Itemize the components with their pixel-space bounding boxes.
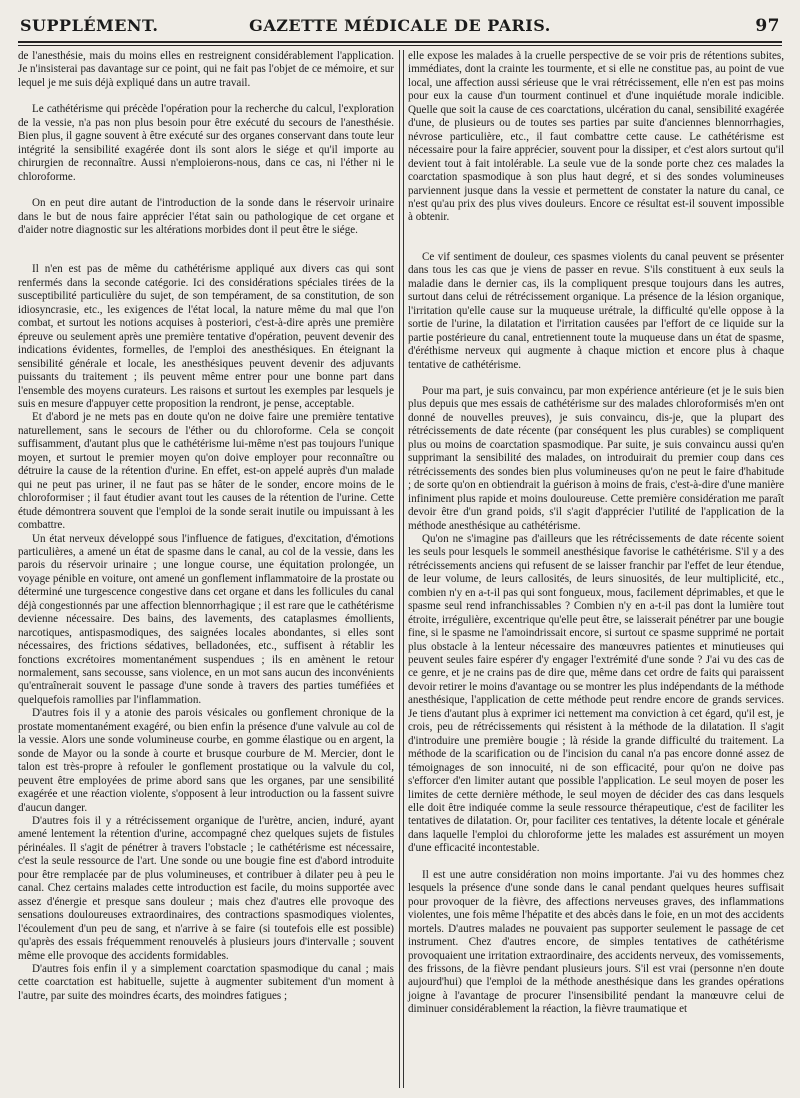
paragraph: Un état nerveux développé sous l'influence de fatigues, d'excitation, d'émotions particulières, a amené un état de spasme dans le canal, au col de la vessie, dans les parois du réservoir urinaire ; une longue course, une équitation prolongée, un voyage pénible en voiture, ont amené un gonflement inflammatoire de la prostate ou déterminé une turgescence congestive dans cet organe et dans les follicules du canal déjà congestionnés par une affection blennorrhagique ; il est rare que le cathétérisme devienne nécessaire. Des bains, des lavements, des cataplasmes émollients, narcotiques, antispasmodiques, des saignées locales abondantes, si elles sont nécessaires, des frictions sédatives, belladonées, etc., suffisent à rétablir les fonctions excrétoires momentanément suspendues ; ils en amènent le retour normalement, sans secousse, sans violence, en un mot sans aucun des inconvénients qu'entraînerait souvent le passage d'une sonde à travers des parties tuméfiées et quelquefois ramollies par l'inflammation. bbox=[18, 532, 394, 706]
paragraph: D'autres fois il y a atonie des parois vésicales ou gonflement chronique de la prostate momentanément exagéré, ou bien enfin la présence d'une valvule au col de la vessie. Alors une sonde volumineuse courbe, en gomme élastique ou en argent, la sonde de Mayor ou la sonde à courte et brusque courbure de M. Mercier, dont le talon est très-propre à refouler le gonflement prostatique ou la valvule du col, peuvent être employées de prime abord sans que les organes, par une sensibilité exagérée et une réaction violente, s'opposent à leur introduction ou la fassent suivre d'aucun danger. bbox=[18, 707, 394, 814]
section-label: SUPPLÉMENT. bbox=[20, 16, 159, 35]
right-column bbox=[408, 50, 784, 1017]
paragraph: D'autres fois enfin il y a simplement coarctation spasmodique du canal ; mais cette coarctation est habituelle, sujette à augmenter subitement d'un moment à l'autre, par suite des moindres écarts, des moindres fatigues ; bbox=[18, 963, 394, 1002]
paragraph: Il est une autre considération non moins importante. J'ai vu des hommes chez lesquels la présence d'une sonde dans le canal pendant quelques heures suffisait pour provoquer de la fièvre, des affections nerveuses graves, des inflammations violentes, une fois même l'hépatite et des abcès dans le foie, en un mot des accidents mortels. D'autres malades ne pouvaient pas supporter seulement le passage de cet instrument. Chez d'autres encore, de simples tentatives de cathétérisme provoquaient une irritation extraordinaire, des accidents nerveux, des vomissements, des frissons, de la fièvre pendant plusieurs jours. S'il est vrai (personne n'en doute aujourd'hui) que l'emploi de la méthode anesthésique dans les grandes opérations joigne à l'avantage de procurer l'insensibilité pendant la manœuvre celui de diminuer considérablement la réaction, la fièvre traumatique et bbox=[408, 868, 784, 1016]
paragraph: Qu'on ne s'imagine pas d'ailleurs que les rétrécissements de date récente soient les seuls pour lesquels le sommeil anesthésique favorise le cathétérisme. S'il y a des rétrécissements anciens qui refusent de se laisser franchir par l'effet de leur étendue, de leur volume, de leurs callosités, de leurs sinuosités, de leur multiplicité, etc., combien n'y en a-t-il pas qui sont fongueux, mous, facilement déprimables, et que le spasme seul rend infranchissables ? Combien n'y en a-t-il pas dont la lumière tout étroite, irrégulière, excentrique qu'elle peut être, se laisserait pénétrer par une bougie fine, si le spasme ne l'amoindrissait encore, si surtout ce spasme supprimé ne portait plus obstacle à la lenteur nécessaire des manœuvres patientes et minutieuses qui peuvent seules faire espérer d'y engager l'extrémité d'une sonde ? J'ai vu des cas de ce genre, et je ne crains pas de dire que, même dans cet ordre de faits qui paraissent devoir retirer le moins d'avantage ou se montrer les plus indépendants de la méthode anesthésique, l'application de cette méthode peut rendre encore de grands services. Je tiens d'autant plus à exprimer ici nettement ma conviction à cet égard, qu'il est, je crois, peu de rétrécissements qui résistent à la méthode de la dilatation. Il s'agit d'introduire une première bougie ; là réside la grande difficulté du traitement. La méthode de la scarification ou de l'incision du canal n'a pas encore donné assez de témoignages de son innocuité, ni de son efficacité, pour qu'on ne doive pas s'efforcer d'en limiter autant que possible l'application. Le seul moyen de poser les limites de cette dernière méthode, le seul moyen de décider des cas dans lesquels elle doit être indiquée comme la seule ressource thérapeutique, c'est de faciliter les tentatives de dilatation. Or, pour faciliter ces tentatives, la détente locale et générale dans laquelle l'emploi du chloroforme jette les malades est assurément un moyen d'une efficacité incontestable. bbox=[408, 532, 784, 855]
paragraph: elle expose les malades à la cruelle perspective de se voir pris de rétentions subites, immédiates, dont la crainte les tourmente, et si elle ne constitue pas, au point de vue local, une affection aussi sérieuse que le vrai rétrécissement, elle n'en est pas moins pour eux la cause d'un tourment continuel et d'une inquiétude morale indicible. Quelle que soit la cause de ces coarctations, ulcération du canal, sensibilité exagérée d'une, de plusieurs ou de toutes ses parties par suite d'anciennes blennorrhagies, névrose particulière, etc., il faut combattre cette cause. Le cathétérisme est nécessaire pour la faire apprécier, souvent pour la dissiper, et c'est alors surtout qu'il devient tout à fait intolérable. La seule vue de la sonde porte chez ces malades la coarctation spasmodique à son plus haut degré, et si des sondes volumineuses parviennent jusque dans la vessie et permettent de constater la nature du canal, ce n'est qu'au prix des plus vives douleurs. Encore ce résultat est-il souvent impossible à obtenir. bbox=[408, 50, 784, 224]
paragraph: Ce vif sentiment de douleur, ces spasmes violents du canal peuvent se présenter dans tous les cas que je viens de passer en revue. S'ils constituent à eux seuls la maladie dans le dernier cas, ils la compliquent presque toujours dans les autres, surtout dans celui de rétrécissement organique. La présence de la lésion organique, l'irritation qu'elle cause sur la muqueuse urétrale, la difficulté qu'elle oppose à la sortie de l'urine, la dilatation et l'irritation causées par l'effort de ce liquide sur la partie postérieure du canal, entretiennent toute la muqueuse dans un état de spasme, d'éréthisme nerveux qui augmente à chaque miction et encore plus à chaque tentative de cathétérisme. bbox=[408, 250, 784, 371]
paragraph: D'autres fois il y a rétrécissement organique de l'urètre, ancien, induré, ayant amené lentement la rétention d'urine, accompagné chez quelques sujets de fistules périnéales. Il s'agit de pénétrer à travers l'obstacle ; le cathétérisme est nécessaire, c'est la seule ressource de l'art. Une sonde ou une bougie fine est d'abord introduite pour être remplacée par de plus volumineuses, et contribuer à dilater peu à peu le canal. Chez certains malades cette introduction est facile, du moins supportée avec assez d'énergie et presque sans douleur ; mais chez d'autres elle provoque des sensations douloureuses extraordinaires, des contractions spasmodiques violentes, l'écoulement d'un peu de sang, et n'arrive à se faire (si toutefois elle est possible) qu'après des essais fréquemment renouvelés à plusieurs jours d'intervalle ; souvent même elle provoque des accidents formidables. bbox=[18, 815, 394, 962]
column-divider bbox=[399, 50, 404, 1088]
page-header bbox=[18, 14, 782, 42]
paragraph: Le cathétérisme qui précède l'opération pour la recherche du calcul, l'exploration de la vessie, n'a pas non plus besoin pour être exécuté du secours de l'anesthésie. Bien plus, il gagne souvent à être exécuté sur des organes conservant dans toute leur intégrité la sensibilité exagérée dont ils sont alors le siége et qu'il importe au chirurgien de reconnaître. Aussi n'emploierons-nous, dans ce cas, ni l'éther ni le chloroforme. bbox=[18, 103, 394, 183]
paragraph: Et d'abord je ne mets pas en doute qu'on ne doive faire une première tentative naturellement, sans le secours de l'éther ou du chloroforme. Cela se conçoit suffisamment, d'autant plus que le cathétérisme lui-même n'est pas toujours l'unique moyen, et surtout le premier moyen qu'on doive employer pour reconnaître ou détruire la cause de la rétention d'urine. En effet, est-on appelé auprès d'un malade qui ne peut pas uriner, il ne faut pas se hâter de le sonder, encore moins de le chloroformiser ; il faut étudier avant tout les causes de la rétention de l'urine. Cette étude démontrera souvent que l'emploi de la sonde serait inutile ou impuissant à les combattre. bbox=[18, 411, 394, 532]
header-rule bbox=[18, 41, 782, 46]
paragraph: On en peut dire autant de l'introduction de la sonde dans le réservoir urinaire dans le but de nous faire apprécier l'état sain ou pathologique de cet organe et d'aider notre diagnostic sur les altérations morbides dont il peut être le siége. bbox=[18, 197, 394, 236]
publication-title: GAZETTE MÉDICALE DE PARIS. bbox=[249, 16, 551, 35]
left-column bbox=[18, 50, 394, 1003]
page-number: 97 bbox=[755, 16, 780, 36]
paragraph: Il n'en est pas de même du cathétérisme appliqué aux divers cas qui sont renfermés dans la seconde catégorie. Ici des considérations spéciales tirées de la susceptibilité particulière du sujet, de son tempérament, de sa constitution, de son idiosyncrasie, etc., les exigences de l'état local, la nature même du mal que l'on combat, et surtout les notions acquises à posteriori, c'est-à-dire après une première épreuve ou seulement après une première tentative d'opération, peuvent devenir des indications évidentes, formelles, de l'emploi des anesthésiques. En éteignant la sensibilité générale et locale, les anesthésiques peuvent devenir des adjuvants puissants du traitement ; ils peuvent même entrer pour une bonne part dans l'ensemble des moyens curateurs. Les raisons et surtout les exemples par lesquels je suis en mesure d'appuyer cette proposition la rendront, je pense, acceptable. bbox=[18, 263, 394, 410]
paragraph: Pour ma part, je suis convaincu, par mon expérience antérieure (et je le suis bien plus depuis que mes essais de cathétérisme sur des malades chloroformisés m'en ont donné de nouvelles preuves), je suis convaincu, dis-je, que la plupart des rétrécissements de date récente (par conséquent les plus curables) se compliquent plus ou moins de coarctation spasmodique. Par suite, je suis convaincu aussi qu'en supprimant la sensibilité des malades, on introduirait du premier coup dans ces rétrécissements des sondes bien plus volumineuses qu'on ne peut le faire d'habitude ; de sorte qu'on en obtiendrait la guérison à moins de frais, c'est-à-dire d'une manière infiniment plus rapide et moins douloureuse. Cette première considération me paraît devoir être d'un grand poids, s'il s'agit d'apprécier l'utilité de l'application de la méthode anesthésique au cathétérisme. bbox=[408, 384, 784, 532]
paragraph: de l'anesthésie, mais du moins elles en restreignent considérablement l'application. Je n'insisterai pas davantage sur ce point, qui ne fait pas l'objet de ce mémoire, et sur lequel je me suis déjà expliqué dans un autre travail. bbox=[18, 50, 394, 89]
